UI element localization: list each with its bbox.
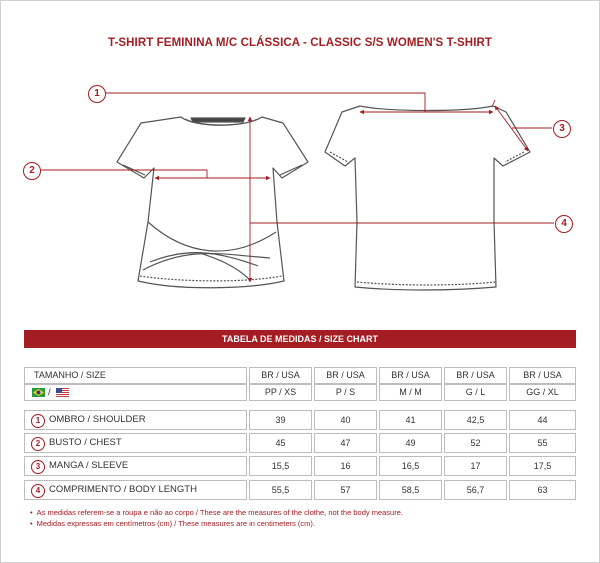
size-chart-title: TABELA DE MEDIDAS / SIZE CHART (24, 330, 576, 348)
row-value: 52 (444, 433, 507, 453)
size-col-5-size: GG / XL (509, 384, 576, 401)
note-1-text: As medidas referem-se a roupa e não ao corpo / These are the measures of the clothe, not the body measure. (36, 508, 403, 517)
row-value: 44 (509, 410, 576, 430)
brazil-flag-icon (32, 388, 45, 397)
row-value: 55,5 (249, 480, 312, 500)
row-value: 49 (379, 433, 442, 453)
row-label: MANGA / SLEEVE (49, 460, 129, 471)
size-col-2-size: P / S (314, 384, 377, 401)
row-value: 39 (249, 410, 312, 430)
note-2 (30, 519, 315, 528)
measure-line-1 (105, 93, 495, 112)
t-shirt-front-drawing (117, 117, 308, 288)
row-label-cell (24, 480, 247, 500)
row-label: COMPRIMENTO / BODY LENGTH (49, 484, 197, 495)
row-value: 16,5 (379, 456, 442, 476)
size-col-3-system: BR / USA (379, 367, 442, 384)
size-col-5-system: BR / USA (509, 367, 576, 384)
row-value: 57 (314, 480, 377, 500)
row-value: 42,5 (444, 410, 507, 430)
measure-line-2 (40, 170, 270, 178)
row-value: 40 (314, 410, 377, 430)
row-value: 17 (444, 456, 507, 476)
size-col-3-size: M / M (379, 384, 442, 401)
row-value: 16 (314, 456, 377, 476)
marker-3: 3 (553, 120, 571, 138)
row-number-badge: 4 (31, 484, 45, 498)
row-value: 63 (509, 480, 576, 500)
measure-line-3 (495, 106, 552, 151)
row-label-cell (24, 433, 247, 453)
row-value: 47 (314, 433, 377, 453)
row-value: 58,5 (379, 480, 442, 500)
row-value: 45 (249, 433, 312, 453)
row-label: BUSTO / CHEST (49, 437, 122, 448)
row-value: 17,5 (509, 456, 576, 476)
row-number-badge: 3 (31, 460, 45, 474)
row-value: 56,7 (444, 480, 507, 500)
row-number-badge: 1 (31, 414, 45, 428)
size-col-4-system: BR / USA (444, 367, 507, 384)
row-value: 41 (379, 410, 442, 430)
size-col-4-size: G / L (444, 384, 507, 401)
bullet-icon: • (30, 508, 33, 517)
t-shirt-back-drawing (325, 106, 530, 290)
note-1 (30, 508, 403, 517)
row-value: 15,5 (249, 456, 312, 476)
flag-separator: / (48, 387, 51, 398)
row-value: 55 (509, 433, 576, 453)
size-header-cell (24, 367, 247, 384)
marker-2: 2 (23, 162, 41, 180)
row-label-cell (24, 410, 247, 430)
note-2-text: Medidas expressas em centímetros (cm) / These measures are in centimeters (cm). (36, 519, 315, 528)
size-col-1-system: BR / USA (249, 367, 312, 384)
row-label-cell (24, 456, 247, 476)
row-number-badge: 2 (31, 437, 45, 451)
marker-4: 4 (555, 215, 573, 233)
size-header: TAMANHO / SIZE (34, 370, 106, 380)
bullet-icon: • (30, 519, 33, 528)
row-label: OMBRO / SHOULDER (49, 414, 146, 425)
flags-cell (24, 384, 247, 401)
marker-1: 1 (88, 85, 106, 103)
usa-flag-icon (56, 388, 69, 397)
size-col-2-system: BR / USA (314, 367, 377, 384)
page-title: T-SHIRT FEMININA M/C CLÁSSICA - CLASSIC S/S WOMEN'S T-SHIRT (107, 37, 493, 49)
size-col-1-size: PP / XS (249, 384, 312, 401)
